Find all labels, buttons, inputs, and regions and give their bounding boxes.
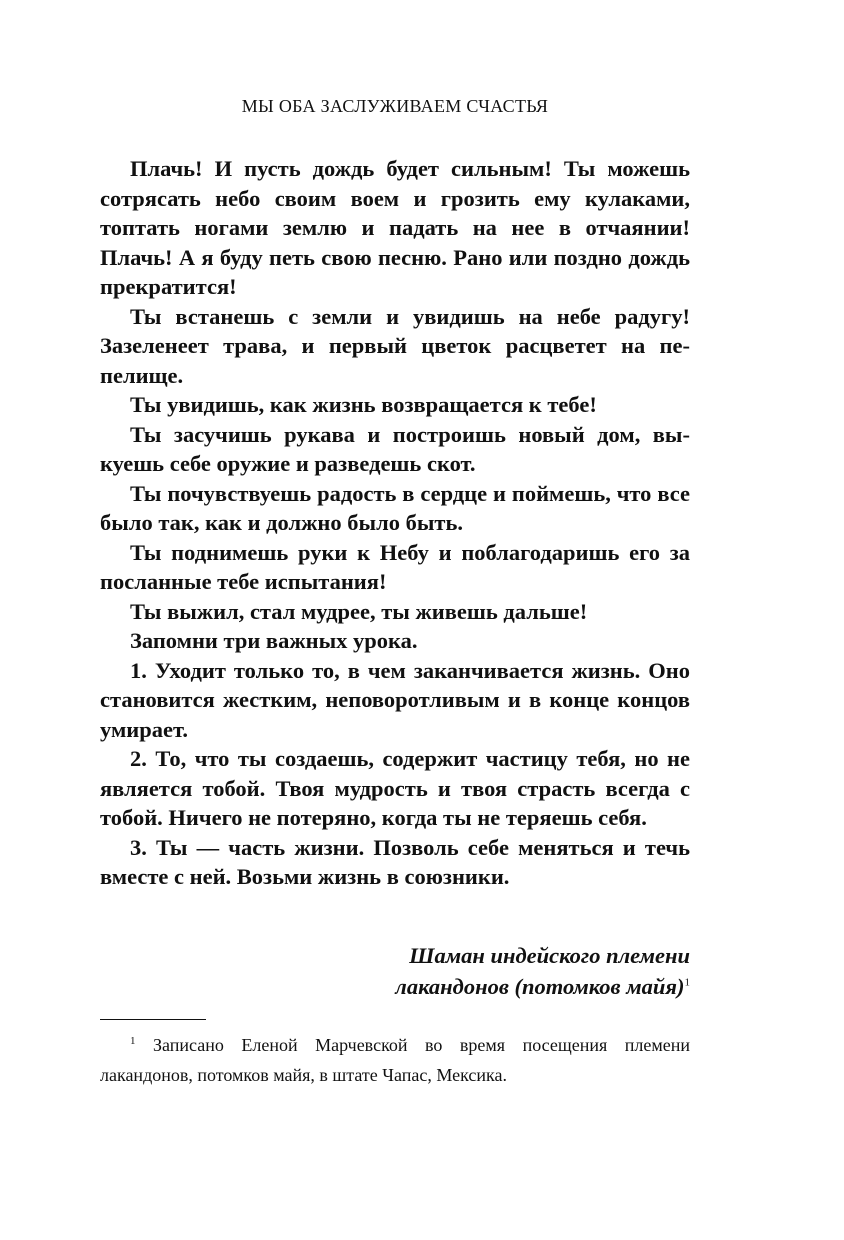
footnote <box>100 1030 690 1090</box>
paragraph: Ты встанешь с земли и увидишь на небе радугу! Зазеленеет трава, и первый цветок расцветет на пепелище. <box>100 303 690 388</box>
paragraph: 3. Ты — часть жизни. Позволь себе меняться и течь вместе с ней. Возьми жизнь в союзники. <box>100 834 690 889</box>
paragraph: Ты увидишь, как жизнь возвращается к тебе! <box>130 392 597 417</box>
paragraph: Ты почувствуешь радость в сердце и поймешь, что все было так, как и должно было быть. <box>100 480 690 535</box>
signature-line-1: Шаман индейского племени <box>409 943 690 968</box>
paragraph: Плачь! И пусть дождь будет сильным! Ты можешь сотрясать небо своим воем и грозить ему кулаками, топтать ногами землю и падать на нее в отчаянии! Плачь! А я буду петь свою песню. Рано или поздно дождь прекратится! <box>100 156 690 299</box>
signature <box>100 940 690 1002</box>
paragraph: Запомни три важных урока. <box>130 628 418 653</box>
signature-line-2 <box>100 971 690 1002</box>
footnote-divider <box>100 1019 206 1020</box>
paragraph: Ты поднимешь руки к Небу и поблагодаришь его за посланные тебе испытания! <box>100 539 690 594</box>
paragraph: 2. То, что ты создаешь, содержит частицу тебя, но не является тобой. Твоя мудрость и твоя страсть всегда с тобой. Ничего не потеряно, когда ты не теряешь себя. <box>100 746 690 830</box>
footnote-number: 1 <box>130 1035 136 1047</box>
signature-line-2-text: лакандонов (потомков майя) <box>395 974 685 999</box>
footnote-text: Записано Еленой Марчевской во время посещения племени лакандонов, потомков майя, в штате Чапас, Мексика. <box>100 1035 690 1085</box>
footnote-reference: 1 <box>684 976 690 989</box>
running-header: МЫ ОБА ЗАСЛУЖИВАЕМ СЧАСТЬЯ <box>241 96 549 116</box>
paragraph: Ты засучишь рукава и построишь новый дом, выкуешь себе оружие и разведешь скот. <box>100 421 690 476</box>
paragraph: Ты выжил, стал мудрее, ты живешь дальше! <box>130 598 588 624</box>
paragraph: 1. Уходит только то, в чем заканчивается жизнь. Оно становится жестким, неповоротливым и в конце концов умирает. <box>100 657 690 742</box>
main-text <box>100 154 690 892</box>
